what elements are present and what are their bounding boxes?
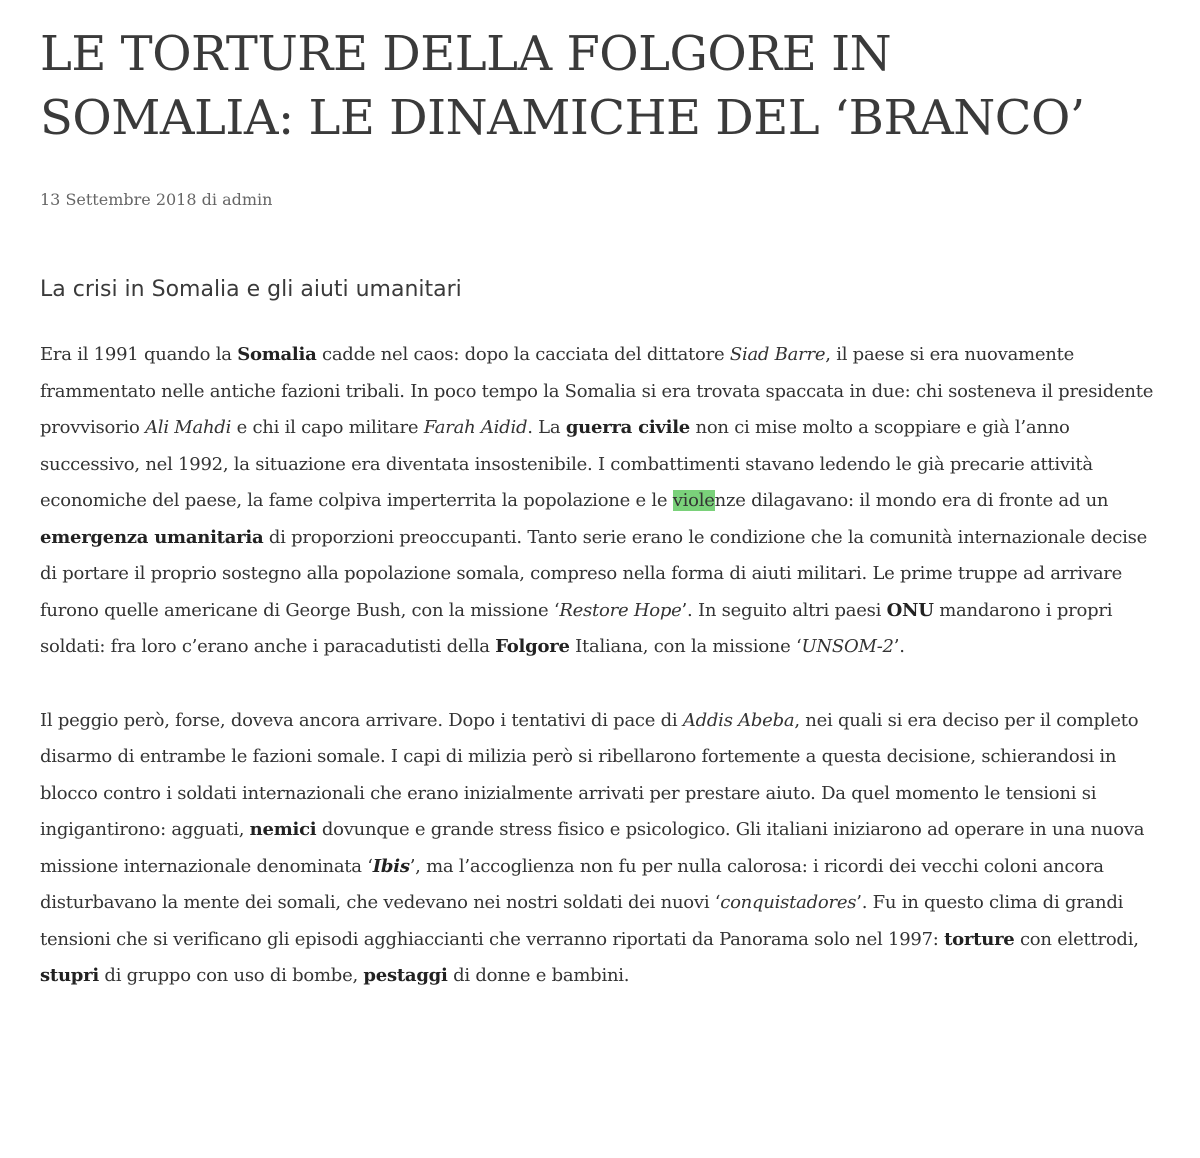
text: dovunque e grande stress fisico e psicologico. Gli italiani iniziarono ad operare in una nuova missione internazionale denominata ‘ (40, 819, 1145, 877)
bold-term-nemici: nemici (249, 819, 317, 840)
italic-mission-restore-hope: Restore Hope (559, 599, 682, 621)
italic-name-farah-aidid: Farah Aidid (423, 417, 528, 438)
text: di proporzioni preoccupanti. Tanto serie erano le condizione che la comunità internazionale decise di portare il proprio sostegno alla popolazione somala, compreso nella forma di aiuti militari. Le prime truppe ad arrivare furono quelle americane di George Bush, con la missione ‘ (40, 526, 1148, 621)
text: cadde nel caos: dopo la cacciata del dittatore (316, 344, 730, 365)
text: Italiana, con la missione ‘ (569, 636, 802, 657)
italic-name-siad-barre: Siad Barre (729, 344, 826, 365)
bold-term-onu: ONU (886, 599, 934, 621)
text: . La (527, 417, 566, 438)
bold-term-guerra-civile: guerra civile (565, 417, 690, 438)
bold-term-stupri: stupri (40, 965, 99, 986)
bold-term-torture: torture (944, 928, 1015, 950)
text: di donne e bambini. (447, 965, 630, 986)
text: Il peggio però, forse, doveva ancora arrivare. Dopo i tentativi di pace di (40, 709, 683, 731)
text: non ci mise molto a scoppiare e già l’anno successivo, nel 1992, la situazione era diventata insostenibile. I combattimenti stavano ledendo le già precarie attività economiche del paese, la fame colpiva imperterrita la popolazione e le (40, 417, 1093, 511)
text: ’. Fu in questo clima di grandi tensioni che si verificano gli episodi agghiaccianti che verranno riportati da Panorama solo nel 1997: (40, 892, 1124, 950)
text: , il paese si era nuovamente frammentato nelle antiche fazioni tribali. In poco tempo la Somalia si era trovata spaccata in due: chi sosteneva il presidente provvisorio (40, 344, 1154, 438)
text: di gruppo con uso di bombe, (98, 965, 364, 986)
text: con elettrodi, (1014, 928, 1139, 950)
text: mandarono i propri soldati: fra loro c’erano anche i paracadutisti della (40, 599, 1113, 657)
article (40, 22, 1155, 995)
bold-term-somalia: Somalia (237, 344, 317, 365)
article-title: LE TORTURE DELLA FOLGORE IN SOMALIA: LE DINAMICHE DEL ‘BRANCO’ (40, 26, 1085, 146)
text: , nei quali si era deciso per il completo disarmo di entrambe le fazioni somale. I capi di milizia però si ribellarono fortemente a questa decisione, schierandosi in blocco contro i soldati internazionali che erano inizialmente arrivati per prestare aiuto. Da quel momento le tensioni si ingigantirono: agguati, (40, 709, 1139, 840)
text: ’, ma l’accoglienza non fu per nulla calorosa: i ricordi dei vecchi coloni ancora disturbavano la mente dei somali, che vedevano nei nostri soldati dei nuovi ‘ (40, 855, 1104, 913)
text: ’. (893, 636, 905, 657)
italic-place-addis-abeba: Addis Abeba (682, 709, 795, 731)
section-heading: La crisi in Somalia e gli aiuti umanitari (40, 277, 462, 302)
text: e chi il capo militare (231, 417, 424, 438)
paragraph-2 (40, 703, 1155, 995)
paragraph-1 (40, 337, 1155, 666)
text: ’. In seguito altri paesi (681, 599, 887, 621)
italic-term-conquistadores: conquistadores (720, 892, 857, 913)
text: nze dilagavano: il mondo era di fronte ad un (714, 490, 1109, 511)
text-highlight: viole (672, 490, 715, 511)
bold-term-pestaggi: pestaggi (363, 965, 448, 986)
italic-mission-unsom-2: UNSOM-2 (801, 636, 894, 657)
italic-mission-ibis: Ibis (372, 855, 410, 877)
text: Era il 1991 quando la (40, 344, 238, 365)
bold-term-emergenza-umanitaria: emergenza umanitaria (40, 526, 264, 548)
bold-italic-mission-ibis (373, 856, 410, 877)
bold-term-folgore: Folgore (495, 636, 570, 657)
post-meta: 13 Settembre 2018 di admin (40, 190, 273, 209)
italic-name-ali-mahdi: Ali Mahdi (145, 417, 232, 438)
